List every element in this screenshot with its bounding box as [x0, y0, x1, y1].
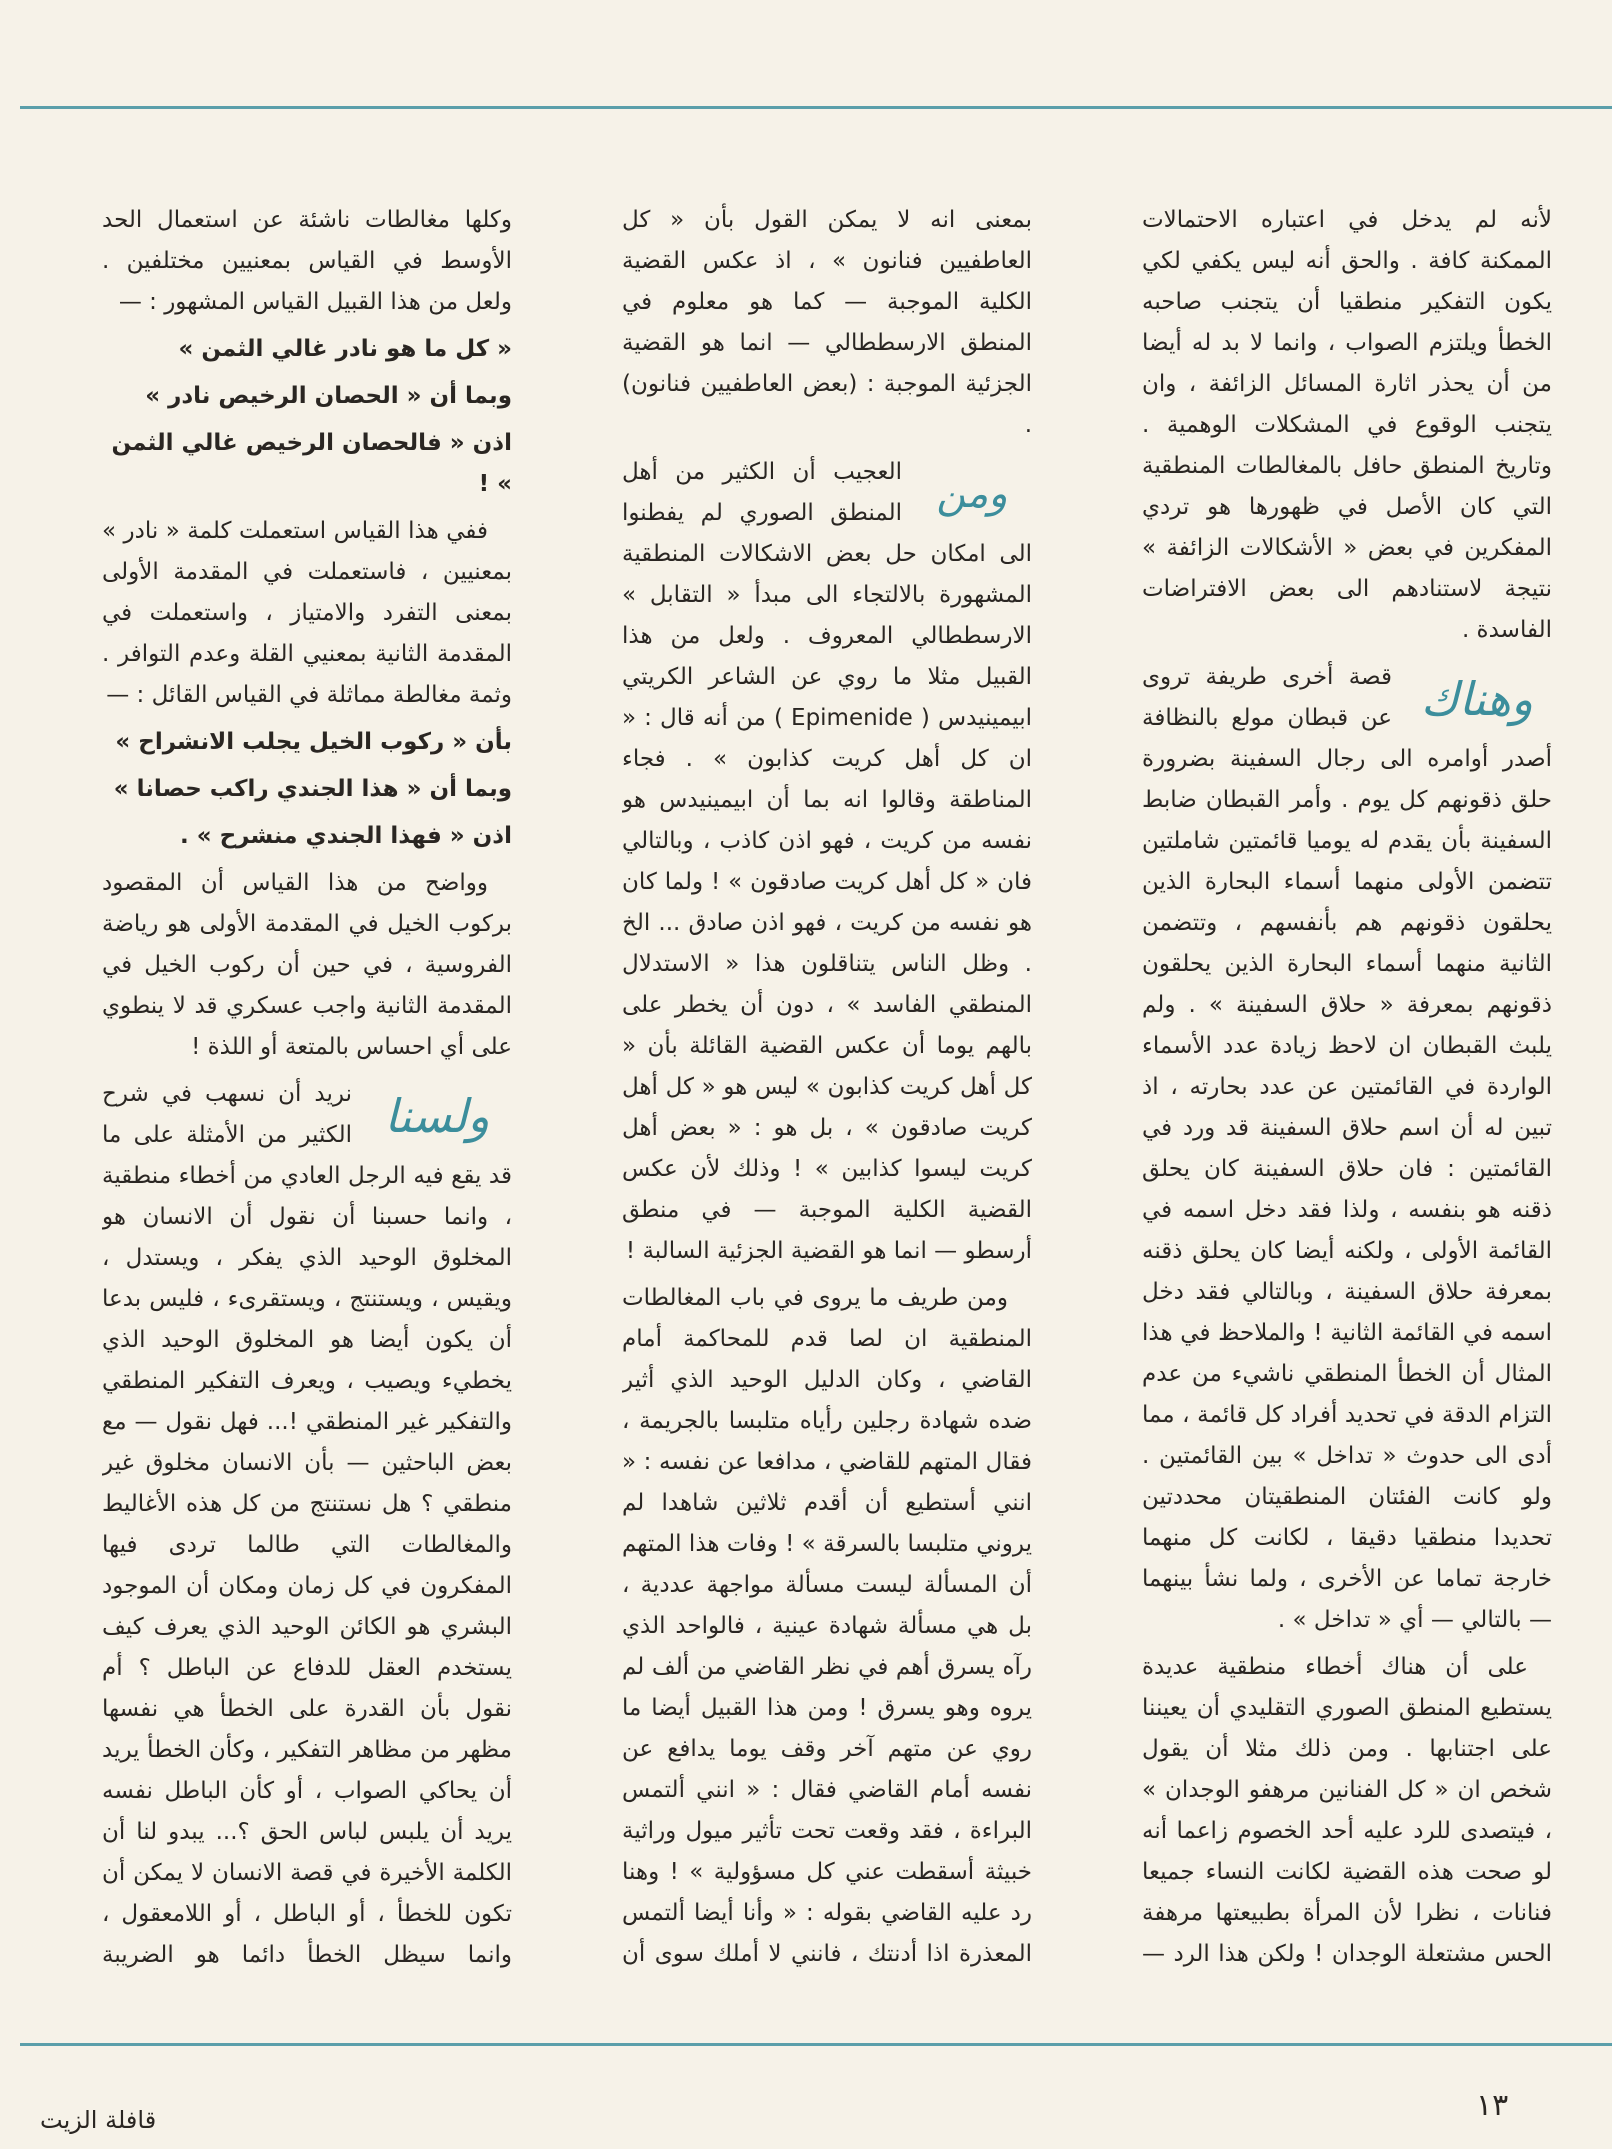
paragraph: لأنه لم يدخل في اعتباره الاحتمالات الممكنة كافة . والحق أنه ليس يكفي لكي يكون التفكير منطقيا أن يتجنب صاحبه الخطأ ويلتزم الصواب ، وانما لا بد له أيضا من أن يحذر اثارة المسائل الزائفة ، وان يتجنب الوقوع في المشكلات الوهمية . وتاريخ المنطق حافل بالمغالطات المنطقية التي كان الأصل في ظهورها هو تردي المفكرين في بعض « الأشكالات الزائفة » نتيجة لاستنادهم الى بعض الافتراضات الفاسدة .: [1142, 207, 1552, 643]
syllogism-line: اذن « فهذا الجندي منشرح » .: [180, 823, 512, 849]
drop-cap-word: وهناك: [1420, 672, 1534, 726]
top-rule: [20, 106, 1612, 109]
syllogism-line: وبما أن « هذا الجندي راكب حصانا »: [113, 776, 512, 802]
paragraph: وكلها مغالطات ناشئة عن استعمال الحد الأوسط في القياس بمعنيين مختلفين . ولعل من هذا القبيل القياس المشهور : —: [102, 207, 512, 315]
paragraph: ومن طريف ما يروى في باب المغالطات المنطقية ان لصا قدم للمحاكمة أمام القاضي ، وكان الدليل الوحيد الذي أثير ضده شهادة رجلين رأياه متلبسا بالجريمة ، فقال المتهم للقاضي ، مدافعا عن نفسه : « انني أستطيع أن أقدم ثلاثين شاهدا لم يروني متلبسا بالسرقة » ! وفات هذا المتهم أن المسألة ليست مسألة مواجهة عددية ، بل هي مسألة شهادة عينية ، فالواحد الذي رآه يسرق أهم في نظر القاضي من ألف لم يروه وهو يسرق ! ومن هذا القبيل أيضا ما روي عن متهم آخر وقف يوما يدافع عن نفسه أمام القاضي فقال : « انني ألتمس البراءة ، فقد وقعت تحت تأثير ميول وراثية خبيثة أسقطت عني كل مسؤولية » ! وهنا رد عليه القاضي بقوله : « وأنا أيضا ألتمس المعذرة اذا أدنتك ، فانني لا أملك سوى أن: [622, 1285, 1032, 1967]
magazine-name: قافلة الزيت: [40, 2106, 157, 2134]
paragraph: نريد أن نسهب في شرح الكثير من الأمثلة على ما قد يقع فيه الرجل العادي من أخطاء منطقية ، وانما حسبنا أن نقول أن الانسان هو المخلوق الوحيد الذي يفكر ، ويستدل ، ويقيس ، ويستنتج ، ويستقرىء ، فليس بدعا أن يكون أيضا هو المخلوق الوحيد الذي يخطيء ويصيب ، ويعرف التفكير المنطقي والتفكير غير المنطقي !... فهل نقول — مع بعض الباحثين — بأن الانسان مخلوق غير منطقي ؟ هل نستنتج من كل هذه الأغاليط والمغالطات التي طالما تردى فيها المفكرون في كل زمان ومكان أن الموجود البشري هو الكائن الوحيد الذي يعرف كيف يستخدم العقل للدفاع عن الباطل ؟ أم نقول بأن القدرة على الخطأ هي نفسها مظهر من مظاهر التفكير ، وكأن الخطأ يريد أن يحاكي الصواب ، أو كأن الباطل نفسه يريد أن يلبس لباس الحق ؟... يبدو لنا أن الكلمة الأخيرة في قصة الانسان لا يمكن أن تكون للخطأ ، أو الباطل ، أو اللامعقول ، وانما سيظل الخطأ دائما هو الضريبة: [102, 1081, 512, 1968]
syllogism-line: « كل ما هو نادر غالي الثمن »: [178, 336, 512, 362]
drop-cap-word: ولسنا: [384, 1089, 490, 1143]
paragraph: على أن هناك أخطاء منطقية عديدة يستطيع المنطق الصوري التقليدي أن يعيننا على اجتنابها . ومن ذلك مثلا أن يقول شخص ان « كل الفنانين مرهفو الوجدان » ، فيتصدى للرد عليه أحد الخصوم زاعما أنه لو صحت هذه القضية لكانت النساء جميعا فنانات ، نظرا لأن المرأة بطبيعتها مرهفة الحس مشتعلة الوجدان ! ولكن هذا الرد —: [1142, 1654, 1552, 1967]
drop-cap-word: ومن: [936, 471, 1008, 517]
bottom-rule: [20, 2043, 1612, 2046]
syllogism-line: بأن « ركوب الخيل يجلب الانشراح »: [115, 729, 512, 755]
article-column-middle: [622, 200, 1032, 1970]
syllogism-line: وبما أن « الحصان الرخيص نادر »: [145, 383, 512, 409]
article-column-right: [1142, 200, 1552, 1970]
paragraph: قصة أخرى طريفة تروى عن قبطان مولع بالنظافة أصدر أوامره الى رجال السفينة بضرورة حلق ذقونهم كل يوم . وأمر القبطان ضابط السفينة بأن يقدم له يوميا قائمتين شاملتين تتضمن الأولى منهما أسماء البحارة الذين يحلقون ذقونهم هم بأنفسهم ، وتتضمن الثانية منهما أسماء البحارة الذين يحلقون ذقونهم بمعرفة « حلاق السفينة » . ولم يلبث القبطان ان لاحظ زيادة عدد الأسماء الواردة في القائمتين عن عدد بحارته ، اذ تبين له أن اسم حلاق السفينة قد ورد في القائمتين : فان حلاق السفينة كان يحلق ذقنه هو بنفسه ، ولذا فقد دخل اسمه في القائمة الأولى ، ولكنه أيضا كان يحلق ذقنه بمعرفة حلاق السفينة ، وبالتالي فقد دخل اسمه في القائمة الثانية ! والملاحظ في هذا المثال أن الخطأ المنطقي ناشيء من عدم التزام الدقة في تحديد أفراد كل قائمة ، مما أدى الى حدوث « تداخل » بين القائمتين . ولو كانت الفئتان المنطقيتان محددتين تحديدا منطقيا دقيقا ، لكانت كل منهما خارجة تماما عن الأخرى ، ولما نشأ بينهما — بالتالي — أي « تداخل » .: [1142, 664, 1552, 1633]
paragraph: ففي هذا القياس استعملت كلمة « نادر » بمعنيين ، فاستعملت في المقدمة الأولى بمعنى التفرد والامتياز ، واستعملت في المقدمة الثانية بمعنيي القلة وعدم التوافر . وثمة مغالطة مماثلة في القياس القائل : —: [102, 518, 512, 708]
article-column-left: [102, 200, 512, 1970]
paragraph: العجيب أن الكثير من أهل المنطق الصوري لم يفطنوا الى امكان حل بعض الاشكالات المنطقية المشهورة بالالتجاء الى مبدأ « التقابل » الارسططالي المعروف . ولعل من هذا القبيل مثلا ما روي عن الشاعر الكريتي ابيمينيدس ( Epimenide ) من أنه قال : « ان كل أهل كريت كذابون » . فجاء المناطقة وقالوا انه بما أن ابيمينيدس هو نفسه من كريت ، فهو اذن كاذب ، وبالتالي فان « كل أهل كريت صادقون » ! ولما كان هو نفسه من كريت ، فهو اذن صادق ... الخ . وظل الناس يتناقلون هذا « الاستدلال المنطقي الفاسد » ، دون أن يخطر على بالهم يوما أن عكس القضية القائلة بأن « كل أهل كريت كذابون » ليس هو « كل أهل كريت صادقون » ، بل هو : « بعض أهل كريت ليسوا كذابين » ! وذلك لأن عكس القضية الكلية الموجبة — في منطق أرسطو — انما هو القضية الجزئية السالبة !: [622, 459, 1032, 1264]
syllogism-line: اذن « فالحصان الرخيص غالي الثمن » !: [111, 430, 512, 497]
paragraph: بمعنى انه لا يمكن القول بأن « كل العاطفيين فنانون » ، اذ عكس القضية الكلية الموجبة — كما هو معلوم في المنطق الارسططالي — انما هو القضية الجزئية الموجبة : (بعض العاطفيين فنانون) .: [622, 207, 1032, 438]
paragraph: وواضح من هذا القياس أن المقصود بركوب الخيل في المقدمة الأولى هو رياضة الفروسية ، في حين أن ركوب الخيل في المقدمة الثانية واجب عسكري قد لا ينطوي على أي احساس بالمتعة أو اللذة !: [102, 870, 512, 1060]
page-number: ١٣: [1476, 2088, 1509, 2123]
